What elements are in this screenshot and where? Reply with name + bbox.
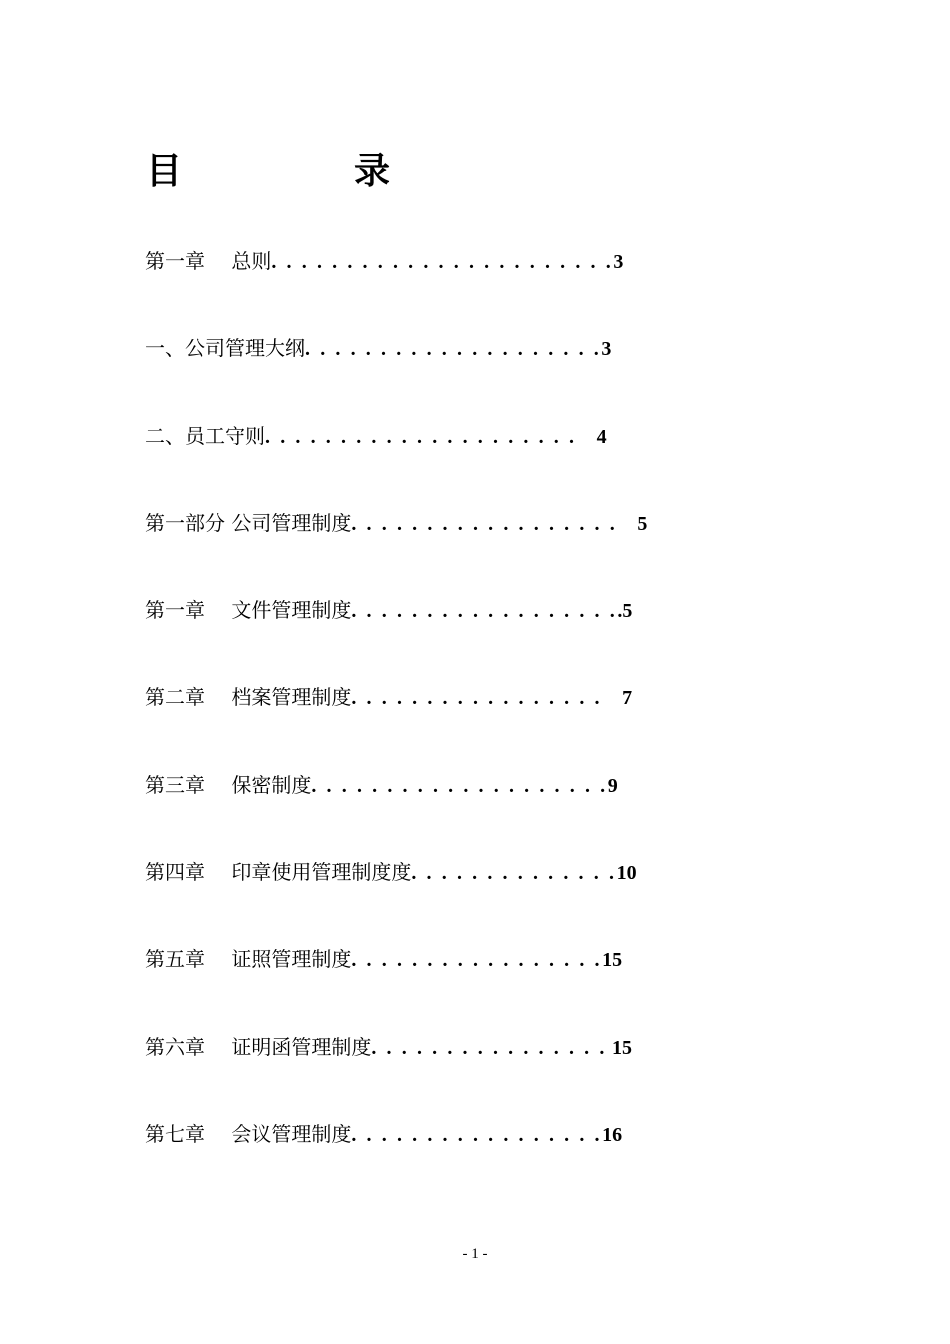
toc-leader-dots: . . . . . . . . . . . . . . . . . . . . . . . [271,251,614,273]
toc-entry[interactable] [145,1117,845,1204]
toc-title-char-2: 录 [354,151,391,192]
toc-leader-dots: . . . . . . . . . . . . . . . . [371,1036,607,1059]
toc-leader-dots: . . . . . . . . . . . . . . . . . . [351,600,618,623]
toc-leader-dots: . . . . . . . . . . . . . . . . . [351,1123,603,1146]
toc-page-number: 3 [601,338,612,361]
toc-page-number: 5 [617,512,648,535]
toc-list [145,244,845,1204]
toc-entry-label: 一、公司管理大纲 [145,336,305,361]
toc-entry[interactable] [145,680,845,767]
toc-page-number: .5 [617,600,633,623]
toc-page-number: 3 [613,251,624,273]
toc-entry-label: 第六章 证明函管理制度 [145,1034,372,1059]
toc-page-number: 4 [576,425,607,448]
toc-leader-dots: . . . . . . . . . . . . . . . . . . . . [311,774,608,797]
toc-entry-label: 第四章 印章使用管理制度度 [145,860,412,885]
toc-entry-label: 第七章 会议管理制度 [145,1121,352,1146]
toc-page-number: 15 [602,949,623,972]
toc-entry[interactable] [145,768,845,855]
toc-leader-dots: . . . . . . . . . . . . . . [411,862,617,885]
toc-entry[interactable] [145,593,845,680]
toc-leader-dots: . . . . . . . . . . . . . . . . . [351,949,603,972]
toc-page-number: 15 [606,1036,632,1059]
toc-title-char-1: 目 [146,151,183,192]
toc-entry[interactable] [145,419,845,506]
toc-leader-dots: . . . . . . . . . . . . . . . . . . . . . [265,425,577,448]
toc-leader-dots: . . . . . . . . . . . . . . . . . . [351,512,618,535]
toc-entry-label: 第一章 总则 [145,249,272,273]
toc-entry[interactable] [145,331,845,418]
toc-entry-label: 第二章 档案管理制度 [145,685,352,710]
toc-entry[interactable] [145,942,845,1029]
toc-entry[interactable] [145,855,845,942]
toc-entry-label: 第一章 文件管理制度 [145,598,352,623]
toc-entry-label: 第三章 保密制度 [145,772,312,797]
page-number-footer: - 1 - [462,1246,488,1262]
toc-entry-label: 二、员工守则 [145,423,265,448]
toc-page-number: 7 [602,687,633,710]
toc-entry[interactable] [145,244,845,331]
toc-leader-dots: . . . . . . . . . . . . . . . . . . . . [305,338,602,361]
toc-entry-label: 第一部分 公司管理制度 [145,510,352,535]
toc-page-number: 10 [616,862,637,885]
toc-entry[interactable] [145,506,845,593]
toc-page-number: 16 [602,1123,623,1146]
toc-page-number: 9 [607,774,618,797]
toc-entry-label: 第五章 证照管理制度 [145,947,352,972]
toc-entry[interactable] [145,1030,845,1117]
toc-leader-dots: . . . . . . . . . . . . . . . . . [351,687,603,710]
toc-title [146,150,406,198]
